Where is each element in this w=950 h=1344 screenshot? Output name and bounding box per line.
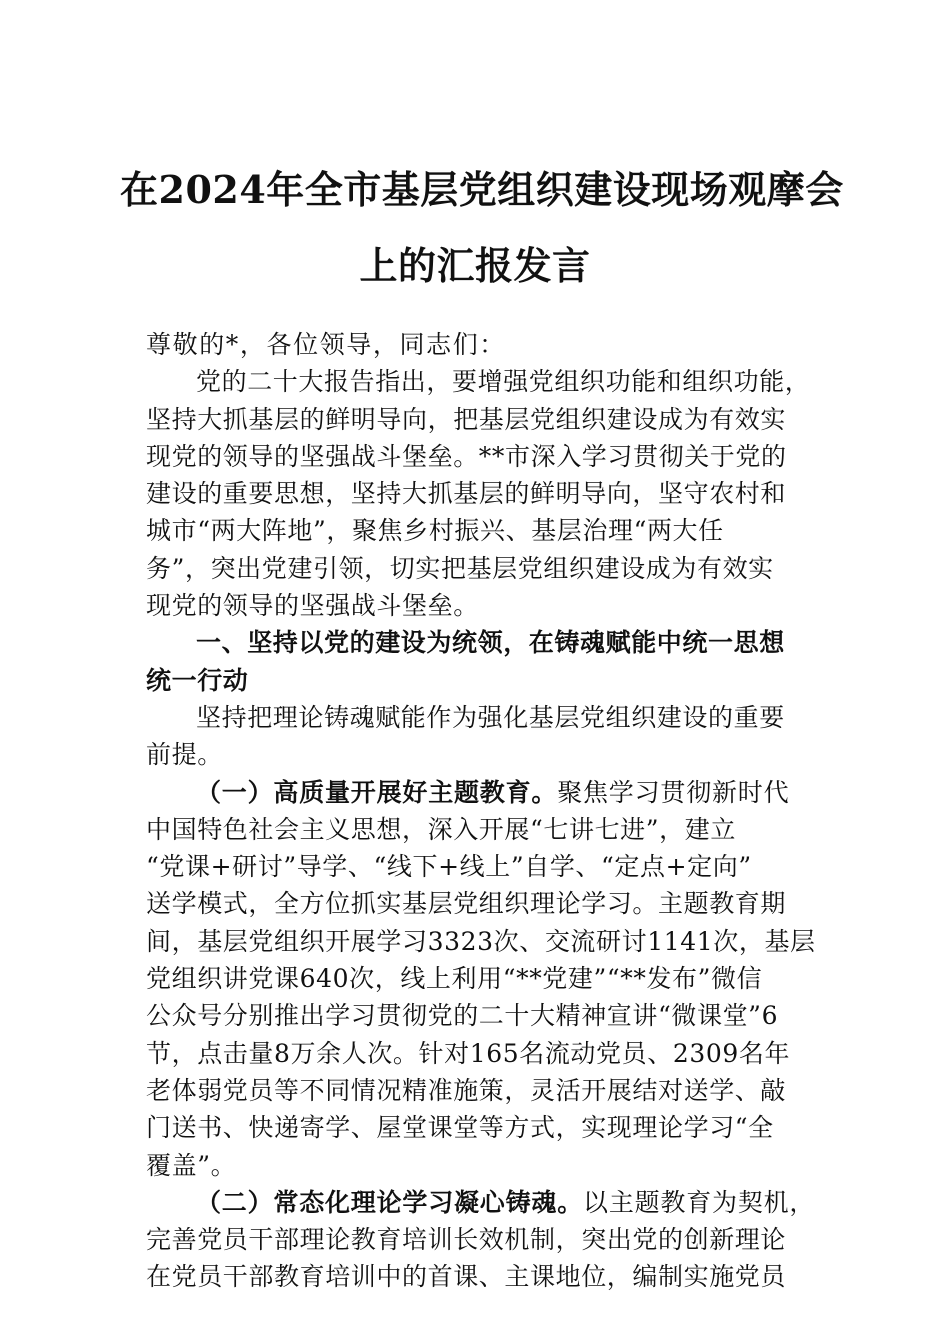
subsection-2-lead: 以主题教育为契机， — [583, 1187, 816, 1217]
salutation: 尊敬的*，各位领导，同志们： — [146, 330, 506, 359]
subsection-1-title: （一）高质量开展好主题教育。 — [196, 777, 558, 807]
paragraph-line: 务”，突出党建引领，切实把基层党组织建设成为有效实 — [146, 553, 774, 583]
paragraph-line: 门送书、快递寄学、屋堂课堂等方式，实现理论学习“全 — [146, 1113, 774, 1143]
paragraph-line: 中国特色社会主义思想，深入开展“七讲七进”，建立 — [146, 814, 736, 844]
section-1-intro — [146, 699, 816, 774]
document-title — [120, 152, 844, 304]
paragraph-line: 完善党员干部理论教育培训长效机制，突出党的创新理论 — [146, 1225, 787, 1255]
heading-line: 一、坚持以党的建设为统领，在铸魂赋能中统一思想 — [196, 628, 785, 658]
paragraph-line: 坚持把理论铸魂赋能作为强化基层党组织建设的重要 — [196, 702, 785, 732]
document-body — [146, 326, 816, 1296]
paragraph-line: 党组织讲党课640次，线上利用“**党建”“**发布”微信 — [146, 964, 763, 994]
paragraph-line: 间，基层党组织开展学习3323次、交流研讨1141次，基层 — [146, 926, 816, 956]
title-line-1: 在2024年全市基层党组织建设现场观摩会 — [120, 167, 844, 212]
intro-paragraph — [146, 363, 816, 624]
title-line-2: 上的汇报发言 — [359, 243, 591, 288]
paragraph-line: 现党的领导的坚强战斗堡垒。 — [146, 591, 479, 621]
subsection-first-line — [146, 1184, 816, 1221]
paragraph-line: 公众号分别推出学习贯彻党的二十大精神宣讲“微课堂”6 — [146, 1001, 779, 1031]
subsection-2-title: （二）常态化理论学习凝心铸魂。 — [196, 1187, 584, 1217]
subsection-1-lead: 聚焦学习贯彻新时代 — [557, 777, 790, 807]
paragraph-line: “党课+研讨”导学、“线下+线上”自学、“定点+定向” — [146, 852, 752, 882]
paragraph-line: 送学模式，全方位抓实基层党组织理论学习。主题教育期 — [146, 889, 787, 919]
paragraph-line: 覆盖”。 — [146, 1150, 237, 1180]
subsection-1 — [146, 774, 816, 1184]
subsection-first-line — [146, 774, 816, 811]
paragraph-line: 城市“两大阵地”，聚焦乡村振兴、基层治理“两大任 — [146, 516, 724, 546]
heading-line: 统一行动 — [146, 665, 249, 695]
paragraph-line: 坚持大抓基层的鲜明导向，把基层党组织建设成为有效实 — [146, 404, 787, 434]
paragraph-line: 现党的领导的坚强战斗堡垒。**市深入学习贯彻关于党的 — [146, 441, 787, 471]
paragraph-line: 党的二十大报告指出，要增强党组织功能和组织功能， — [196, 367, 811, 397]
paragraph-line: 在党员干部教育培训中的首课、主课地位，编制实施党员 — [146, 1262, 787, 1292]
paragraph-line: 前提。 — [146, 740, 223, 770]
paragraph-line: 节，点击量8万余人次。针对165名流动党员、2309名年 — [146, 1038, 791, 1068]
paragraph-line: 老体弱党员等不同情况精准施策，灵活开展结对送学、敲 — [146, 1075, 787, 1105]
paragraph-line: 建设的重要思想，坚持大抓基层的鲜明导向，坚守农村和 — [146, 479, 787, 509]
section-1-heading — [146, 624, 816, 699]
subsection-2 — [146, 1184, 816, 1296]
